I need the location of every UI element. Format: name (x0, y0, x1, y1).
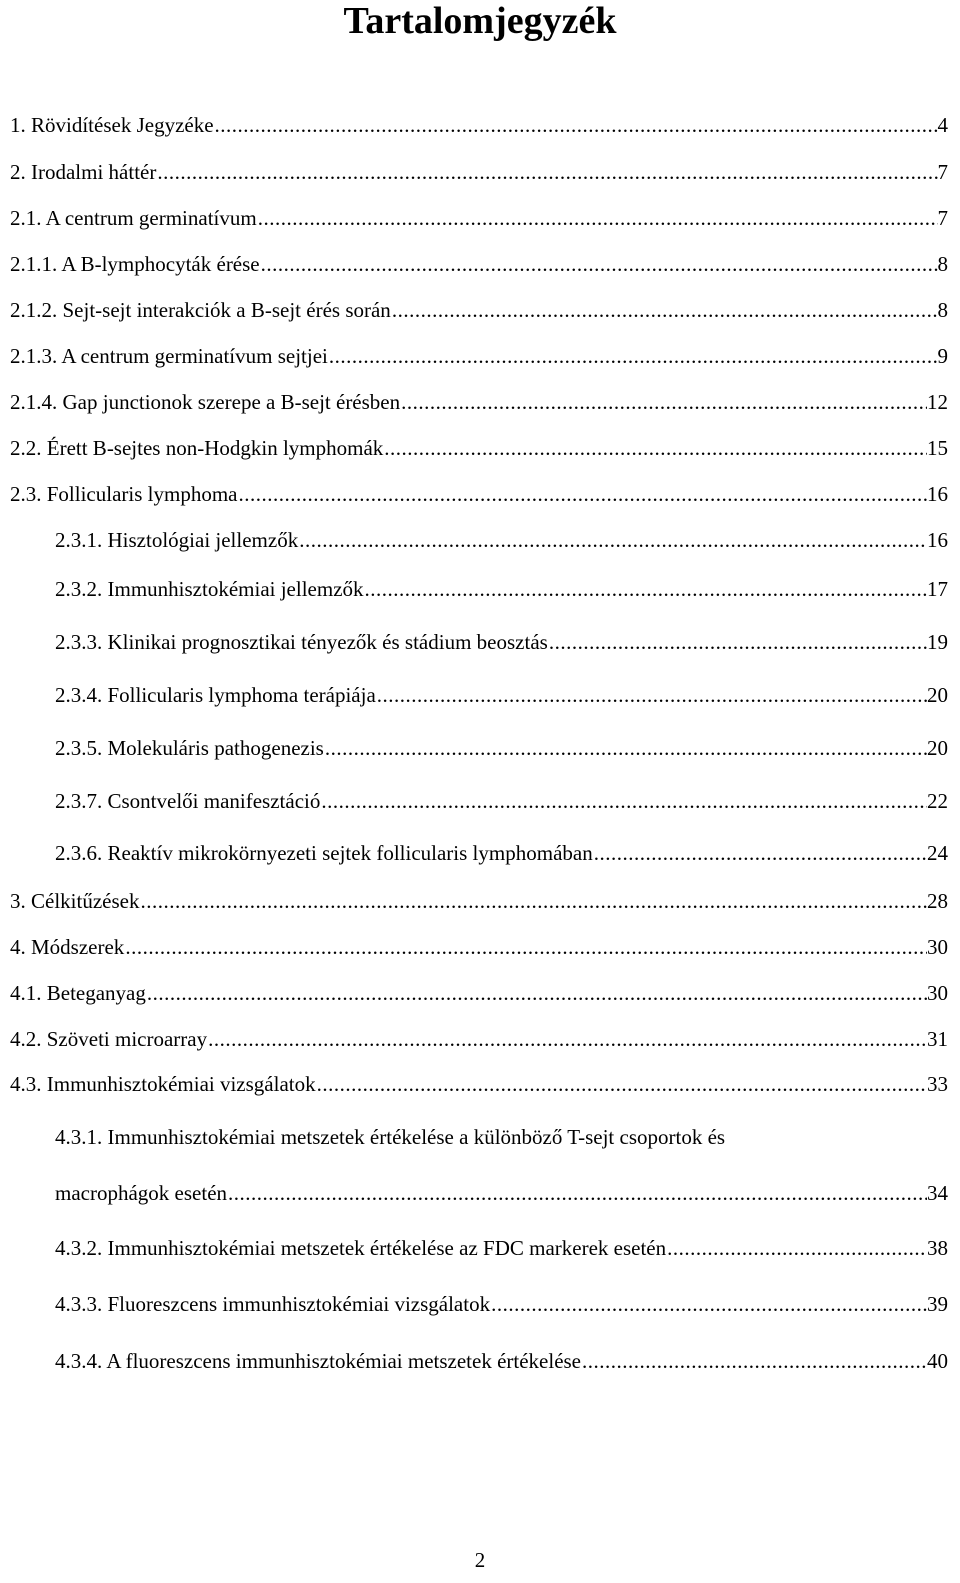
toc-entry-page: 19 (927, 630, 948, 654)
toc-leader-dots (581, 1349, 927, 1373)
toc-entry-page: 28 (927, 889, 948, 913)
toc-entry-page: 39 (927, 1292, 948, 1316)
toc-entry-page: 24 (927, 841, 948, 865)
toc-entry[interactable] (55, 1181, 948, 1205)
toc-entry-page: 31 (927, 1027, 948, 1051)
toc-leader-dots (666, 1236, 927, 1260)
toc-entry-multiline[interactable] (55, 1125, 914, 1149)
toc-entry-page: 16 (927, 528, 948, 552)
toc-entry[interactable] (55, 736, 948, 760)
toc-entry-label: 4.3. Immunhisztokémiai vizsgálatok (10, 1072, 316, 1096)
toc-entry-page: 4 (937, 113, 948, 137)
toc-entry-label: 2.3.5. Molekuláris pathogenezis (55, 736, 324, 760)
toc-entry-page: 30 (927, 981, 948, 1005)
toc-entry-page: 30 (927, 935, 948, 959)
toc-entry[interactable] (55, 683, 948, 707)
toc-entry-label: 2.3.6. Reaktív mikrokörnyezeti sejtek follicularis lymphomában (55, 841, 593, 865)
toc-leader-dots (214, 113, 938, 137)
toc-entry[interactable] (10, 206, 948, 230)
toc-entry[interactable] (10, 160, 948, 184)
toc-entry-page: 8 (937, 298, 948, 322)
toc-entry[interactable] (10, 981, 948, 1005)
toc-entry-label: 2.1.1. A B-lymphocyták érése (10, 252, 260, 276)
toc-entry-page: 34 (927, 1181, 948, 1205)
toc-entry[interactable] (10, 113, 948, 137)
toc-entry-label: 4.2. Szöveti microarray (10, 1027, 208, 1051)
toc-entry-label: 2.1.2. Sejt-sejt interakciók a B-sejt érés során (10, 298, 391, 322)
toc-entry-label: 4.3.4. A fluoreszcens immunhisztokémiai metszetek értékelése (55, 1349, 582, 1373)
toc-leader-dots (391, 298, 938, 322)
page-title: Tartalomjegyzék (343, 0, 617, 42)
toc-leader-dots (124, 935, 927, 959)
toc-entry-page: 15 (927, 436, 948, 460)
toc-leader-dots (364, 577, 927, 601)
toc-entry-label: 2. Irodalmi háttér (10, 160, 157, 184)
toc-leader-dots (139, 889, 927, 913)
toc-leader-dots (207, 1027, 927, 1051)
toc-leader-dots (400, 390, 927, 414)
toc-entry[interactable] (10, 889, 948, 913)
toc-entry-label: 2.3.3. Klinikai prognosztikai tényezők és stádium beosztás (55, 630, 548, 654)
toc-leader-dots (490, 1292, 927, 1316)
toc-entry[interactable] (10, 390, 948, 414)
toc-entry-label: 2.3.7. Csontvelői manifesztáció (55, 789, 321, 813)
toc-entry-label: 3. Célkitűzések (10, 889, 140, 913)
toc-entry[interactable] (55, 1349, 948, 1373)
toc-entry-label: 4.3.2. Immunhisztokémiai metszetek értékelése az FDC markerek esetén (55, 1236, 667, 1260)
toc-entry[interactable] (10, 1072, 948, 1096)
toc-entry-page: 33 (927, 1072, 948, 1096)
toc-leader-dots (316, 1072, 927, 1096)
toc-entry[interactable] (55, 789, 948, 813)
toc-entry-page: 40 (927, 1349, 948, 1373)
toc-leader-dots (257, 206, 938, 230)
toc-leader-dots (324, 736, 927, 760)
toc-entry[interactable] (10, 935, 948, 959)
toc-entry-label: 2.3.4. Follicularis lymphoma terápiája (55, 683, 376, 707)
toc-entry-label: 2.1. A centrum germinatívum (10, 206, 257, 230)
toc-entry-label: 2.1.3. A centrum germinatívum sejtjei (10, 344, 328, 368)
toc-entry[interactable] (10, 252, 948, 276)
toc-entry-page: 38 (927, 1236, 948, 1260)
toc-entry-page: 17 (927, 577, 948, 601)
toc-entry-page: 9 (937, 344, 948, 368)
toc-entry-page: 7 (937, 206, 948, 230)
toc-leader-dots (237, 482, 927, 506)
toc-entry-label: 1. Rövidítések Jegyzéke (10, 113, 214, 137)
toc-entry-page: 22 (927, 789, 948, 813)
toc-entry-label: 2.3.2. Immunhisztokémiai jellemzők (55, 577, 364, 601)
toc-leader-dots (383, 436, 927, 460)
toc-entry[interactable] (55, 841, 948, 865)
toc-entry[interactable] (55, 1292, 948, 1316)
toc-entry[interactable] (10, 344, 948, 368)
toc-entry[interactable] (10, 1027, 948, 1051)
toc-entry-page: 20 (927, 683, 948, 707)
toc-entry-label: 4. Módszerek (10, 935, 125, 959)
toc-entry-label: 2.1.4. Gap junctionok szerepe a B-sejt érésben (10, 390, 401, 414)
toc-leader-dots (260, 252, 938, 276)
toc-entry-label: 4.3.3. Fluoreszcens immunhisztokémiai vizsgálatok (55, 1292, 491, 1316)
toc-entry-page: 20 (927, 736, 948, 760)
toc-entry-label: 4.3.1. Immunhisztokémiai metszetek értékelése a különböző T-sejt csoportok és (55, 1125, 726, 1149)
toc-entry[interactable] (55, 1236, 948, 1260)
toc-entry[interactable] (10, 298, 948, 322)
toc-entry-page: 8 (937, 252, 948, 276)
toc-leader-dots (156, 160, 937, 184)
toc-entry-label: 4.1. Beteganyag (10, 981, 146, 1005)
page-number: 2 (474, 1548, 486, 1572)
toc-entry[interactable] (10, 436, 948, 460)
toc-entry[interactable] (55, 630, 948, 654)
toc-entry[interactable] (55, 528, 948, 552)
toc-entry-page: 7 (937, 160, 948, 184)
toc-leader-dots (376, 683, 927, 707)
toc-entry-label: 2.3. Follicularis lymphoma (10, 482, 238, 506)
toc-leader-dots (548, 630, 927, 654)
toc-entry[interactable] (10, 482, 948, 506)
toc-entry-label: 2.3.1. Hisztológiai jellemzők (55, 528, 299, 552)
toc-leader-dots (328, 344, 938, 368)
toc-entry-label: 2.2. Érett B-sejtes non-Hodgkin lymphomák (10, 436, 384, 460)
toc-entry-label: macrophágok esetén (55, 1181, 228, 1205)
toc-entry[interactable] (55, 577, 948, 601)
toc-leader-dots (227, 1181, 927, 1205)
toc-entry-page: 12 (927, 390, 948, 414)
toc-leader-dots (593, 841, 927, 865)
toc-leader-dots (146, 981, 927, 1005)
toc-entry-page: 16 (927, 482, 948, 506)
toc-leader-dots (298, 528, 927, 552)
toc-leader-dots (320, 789, 927, 813)
